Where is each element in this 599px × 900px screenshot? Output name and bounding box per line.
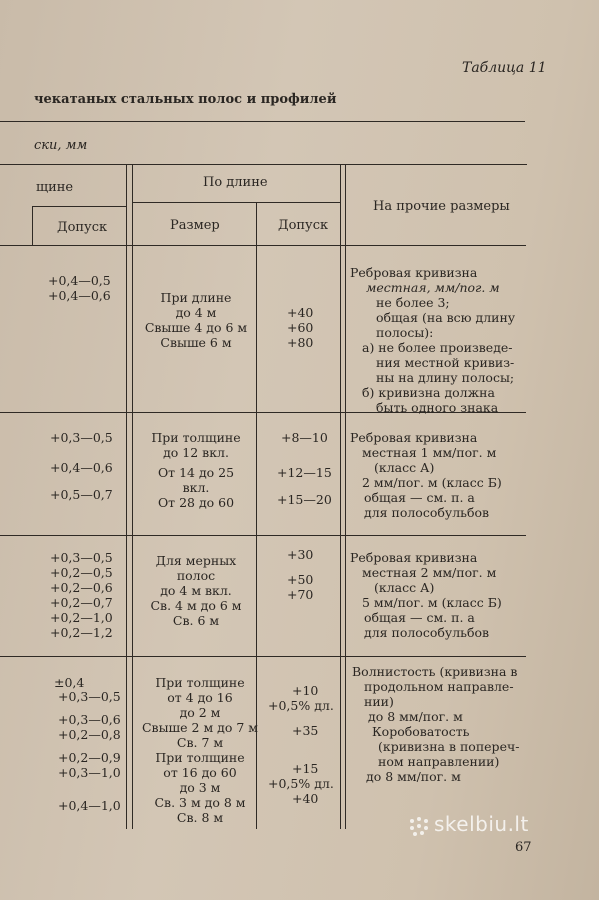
cell-text: Для мерных — [155, 553, 237, 568]
cell-text: От 14 до 25 — [157, 465, 235, 480]
cell-text: Св. 4 м до 6 м — [150, 598, 242, 613]
cell-text: +0,2—0,9 — [58, 750, 121, 765]
table-top-border — [0, 121, 525, 122]
cell-text: Св. 8 м — [176, 810, 224, 825]
cell-text: Ребровая кривизна — [350, 430, 478, 445]
vline-3b — [345, 164, 346, 829]
cell-text: При толщине — [155, 750, 245, 765]
row1-col4 — [350, 265, 515, 415]
cell-text — [50, 445, 113, 460]
cell-text: При толщине — [151, 430, 241, 445]
cell-text: для полособульбов — [364, 625, 490, 640]
cell-text: до 2 м — [179, 705, 221, 720]
cell-text: общая — см. п. а — [364, 490, 475, 505]
cell-text: Свыше 4 до 6 м — [144, 320, 248, 335]
cell-text: не более 3; — [376, 295, 450, 310]
vline-1b — [132, 164, 133, 829]
row3-col4 — [350, 550, 502, 640]
cell-text: до 8 мм/пог. м — [368, 709, 463, 724]
cell-text: +40 — [292, 791, 319, 806]
cell-text: +60 — [287, 320, 314, 335]
vline-left-sub — [32, 206, 33, 245]
row2-col3 — [277, 430, 332, 507]
cell-text: 5 мм/пог. м (класс Б) — [362, 595, 502, 610]
row4-col2 — [140, 675, 260, 825]
cell-text: +0,4—0,6 — [48, 288, 111, 303]
cell-text: Свыше 2 м до 7 м — [141, 720, 258, 735]
cell-text: а) не более произведе- — [362, 340, 513, 355]
header-bottom-border — [0, 245, 526, 246]
header-top-border — [0, 164, 527, 165]
cell-text: +40 — [287, 305, 314, 320]
cell-text: +0,2—0,6 — [50, 580, 113, 595]
cell-text: +50 — [287, 572, 314, 587]
cell-text — [268, 713, 334, 723]
cell-text: местная, мм/пог. м — [366, 280, 500, 295]
cell-text: +0,3—1,0 — [58, 765, 121, 780]
cell-text: Свыше 6 м — [160, 335, 232, 350]
cell-text — [50, 475, 113, 487]
header-col4: На прочие размеры — [373, 199, 510, 214]
watermark-logo-icon — [410, 817, 430, 837]
cell-text: +0,3—0,6 — [58, 712, 121, 727]
cell-text: ±0,4 — [54, 675, 85, 690]
cell-text: +15—20 — [277, 492, 332, 507]
cell-text: Св. 6 м — [172, 613, 220, 628]
cell-text: до 8 мм/пог. м — [366, 769, 461, 784]
cell-text: общая (на всю длину — [376, 310, 516, 325]
cell-text: (класс А) — [374, 460, 435, 475]
table-heading: чекатаных стальных полос и профилей — [34, 92, 337, 107]
cell-text: до 4 м вкл. — [160, 583, 232, 598]
cell-text — [277, 480, 332, 492]
header-group-by-length: По длине — [203, 175, 268, 190]
cell-text: быть одного знака — [376, 400, 499, 415]
cell-text: +8—10 — [281, 430, 328, 445]
cell-text: для полособульбов — [364, 505, 490, 520]
row-separator-3 — [0, 656, 526, 657]
cell-text: +0,2—1,2 — [50, 625, 113, 640]
cell-text: общая — см. п. а — [364, 610, 475, 625]
row2-col2 — [140, 430, 252, 510]
cell-text: (кривизна в попереч- — [378, 739, 520, 754]
cell-text: +0,3—0,5 — [58, 689, 121, 704]
cell-text: от 16 до 60 — [163, 765, 237, 780]
cell-text: +30 — [287, 547, 314, 562]
cell-text: +0,2—0,5 — [50, 565, 113, 580]
cell-text: полосы): — [376, 325, 434, 340]
cell-text: продольном направле- — [364, 679, 514, 694]
cell-text: (класс А) — [374, 580, 435, 595]
cell-text: +0,3—0,5 — [50, 430, 113, 445]
cell-text: Волнистость (кривизна в — [352, 664, 518, 679]
cell-text: +15 — [292, 761, 319, 776]
vline-1 — [126, 164, 127, 829]
cell-text: б) кривизна должна — [362, 385, 495, 400]
row3-col1 — [50, 550, 113, 640]
cell-text: +0,5% дл. — [268, 776, 334, 791]
cell-text: ны на длину полосы; — [376, 370, 515, 385]
row2-col4 — [350, 430, 502, 520]
cell-text: +80 — [287, 335, 314, 350]
cell-text: +0,3—0,5 — [50, 550, 113, 565]
header-col1-top: щине — [36, 180, 74, 195]
watermark-text: skelbiu.lt — [434, 812, 529, 836]
cell-text: нии) — [364, 694, 394, 709]
cell-text: Св. 7 м — [176, 735, 224, 750]
cell-text: Ребровая кривизна — [350, 550, 478, 565]
header-col3: Допуск — [278, 218, 329, 233]
cell-text: Ребровая кривизна — [350, 265, 478, 280]
cell-text: +0,5% дл. — [268, 698, 334, 713]
cell-text: При длине — [160, 290, 232, 305]
cell-text — [54, 780, 121, 795]
cell-text — [268, 753, 334, 761]
cell-text: +12—15 — [277, 465, 332, 480]
section-label: ски, мм — [34, 138, 88, 153]
cell-text: 2 мм/пог. м (класс Б) — [362, 475, 502, 490]
row1-col2 — [140, 290, 252, 350]
row3-col2 — [140, 553, 252, 628]
cell-text: +0,4—0,6 — [50, 460, 113, 475]
row4-col4 — [352, 664, 519, 784]
row4-col1 — [54, 675, 121, 813]
cell-text: ния местной кривиз- — [376, 355, 515, 370]
cell-text: Коробоватость — [372, 724, 470, 739]
cell-text: +0,4—1,0 — [58, 798, 121, 813]
row-separator-2 — [0, 535, 526, 536]
cell-text: до 4 м — [175, 305, 217, 320]
header-col2: Размер — [170, 218, 220, 233]
cell-text: +0,5—0,7 — [50, 487, 113, 502]
row3-col3 — [287, 547, 313, 602]
table-label: Таблица 11 — [462, 60, 547, 76]
cell-text — [287, 562, 313, 572]
cell-text: +10 — [292, 683, 319, 698]
vline-3 — [340, 164, 341, 829]
cell-text: местная 1 мм/пог. м — [362, 445, 497, 460]
cell-text: От 28 до 60 — [157, 495, 235, 510]
cell-text: +35 — [292, 723, 319, 738]
cell-text: +0,2—1,0 — [50, 610, 113, 625]
header-group-divider — [132, 202, 340, 203]
row1-col1 — [48, 273, 111, 303]
cell-text — [54, 704, 121, 712]
cell-text: ном направлении) — [378, 754, 500, 769]
cell-text: +70 — [287, 587, 314, 602]
row2-col1 — [50, 430, 113, 502]
cell-text — [54, 742, 121, 750]
cell-text: от 4 до 16 — [167, 690, 233, 705]
cell-text: вкл. — [182, 480, 210, 495]
cell-text: местная 2 мм/пог. м — [362, 565, 497, 580]
row4-col3 — [268, 683, 334, 806]
cell-text: до 3 м — [179, 780, 221, 795]
header-col1-divider — [32, 206, 126, 207]
header-col1-sub: Допуск — [57, 220, 108, 235]
cell-text: полос — [176, 568, 216, 583]
cell-text: +0,2—0,8 — [58, 727, 121, 742]
cell-text: При толщине — [155, 675, 245, 690]
row1-col3 — [287, 305, 313, 350]
cell-text: +0,4—0,5 — [48, 273, 111, 288]
cell-text: Св. 3 м до 8 м — [154, 795, 246, 810]
cell-text: +0,2—0,7 — [50, 595, 113, 610]
cell-text: до 12 вкл. — [163, 445, 229, 460]
page-number: 67 — [515, 840, 532, 855]
cell-text — [268, 738, 334, 753]
cell-text — [277, 445, 332, 460]
